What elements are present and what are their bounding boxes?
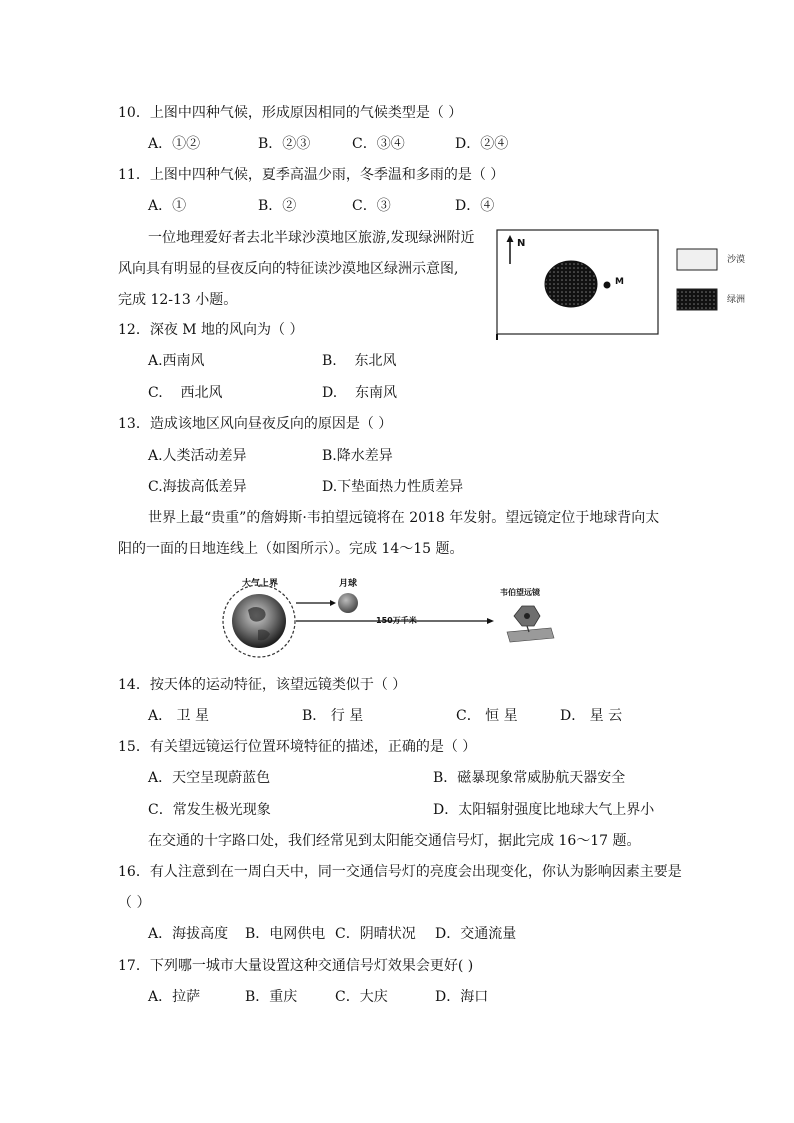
q14-stem: 14．按天体的运动特征，该望远镜类似于（ ）	[118, 677, 407, 693]
telescope-icon	[507, 606, 554, 642]
q14-option-b: B． 行 星	[302, 708, 364, 724]
q13-stem: 13．造成该地区风向昼夜反向的原因是（ ）	[118, 416, 393, 432]
q13-option-b: B.降水差异	[322, 448, 393, 464]
q10-option-c: C．③④	[352, 136, 405, 152]
q14-option-c: C． 恒 星	[456, 708, 518, 724]
q17-option-b: B．重庆	[245, 989, 298, 1005]
oasis-diagram	[492, 226, 772, 344]
q10-option-d: D．②④	[455, 136, 509, 152]
q12-option-d: D. 东南风	[322, 385, 397, 401]
q16-option-d: D．交通流量	[435, 926, 517, 942]
q11-stem: 11．上图中四种气候，夏季高温少雨，冬季温和多雨的是（ ）	[118, 167, 505, 183]
telescope-intro-line2: 阳的一面的日地连线上（如图所示）。完成 14～15 题。	[118, 541, 464, 557]
q16-option-a: A．海拔高度	[148, 926, 229, 942]
q12-option-a: A.西南风	[148, 353, 205, 369]
atmosphere-label: 大气上界	[242, 579, 279, 589]
q15-stem: 15．有关望远镜运行位置环境特征的描述，正确的是（ ）	[118, 739, 477, 755]
q13-option-c: C.海拔高低差异	[148, 479, 247, 495]
oasis-intro-line1: 一位地理爱好者去北半球沙漠地区旅游,发现绿洲附近	[148, 230, 475, 246]
point-m-marker	[604, 282, 611, 289]
q13-option-a: A.人类活动差异	[148, 448, 247, 464]
moon-icon	[338, 593, 358, 613]
q11-option-b: B．②	[258, 198, 297, 214]
oasis-area	[545, 261, 597, 307]
traffic-intro-line1: 在交通的十字路口处，我们经常见到太阳能交通信号灯，据此完成 16～17 题。	[148, 833, 641, 849]
q12-stem: 12．深夜 M 地的风向为（ ）	[118, 322, 304, 338]
moon-label: 月球	[339, 579, 358, 589]
distance-label: 150万千米	[376, 616, 417, 625]
q15-option-d: D．太阳辐射强度比地球大气上界小	[433, 802, 655, 818]
q15-option-c: C．常发生极光现象	[148, 802, 271, 818]
q16-stem-line1: 16．有人注意到在一周白天中，同一交通信号灯的亮度会出现变化，你认为影响因素主要是	[118, 864, 682, 880]
oasis-intro-line3: 完成 12-13 小题。	[118, 292, 238, 308]
q15-option-a: A．天空呈现蔚蓝色	[148, 770, 271, 786]
q12-option-b: B. 东北风	[322, 353, 397, 369]
q16-stem-line2: （ ）	[118, 895, 151, 911]
q17-stem: 17．下列哪一城市大量设置这种交通信号灯效果会更好( )	[118, 958, 474, 974]
q17-option-c: C．大庆	[335, 989, 388, 1005]
north-label: N	[517, 238, 526, 249]
q14-option-d: D． 星 云	[560, 708, 623, 724]
q15-option-b: B．磁暴现象常威胁航天器安全	[433, 770, 626, 786]
q10-option-a: A．①②	[148, 136, 201, 152]
q11-option-c: C．③	[352, 198, 391, 214]
q11-option-a: A．①	[148, 198, 187, 214]
q10-option-b: B．②③	[258, 136, 311, 152]
legend-oasis-label: 绿洲	[727, 295, 746, 305]
q13-option-d: D.下垫面热力性质差异	[322, 479, 464, 495]
q11-option-d: D．④	[455, 198, 495, 214]
q17-option-a: A．拉萨	[148, 989, 201, 1005]
q12-option-c: C. 西北风	[148, 385, 223, 401]
oasis-intro-line2: 风向具有明显的昼夜反向的特征读沙漠地区绿洲示意图,	[118, 261, 459, 277]
legend-desert-swatch	[677, 249, 717, 270]
q10-stem: 10．上图中四种气候，形成原因相同的气候类型是（ ）	[118, 105, 463, 121]
legend-desert-label: 沙漠	[727, 255, 746, 265]
telescope-label: 韦伯望远镜	[500, 588, 540, 597]
q16-option-c: C．阴晴状况	[335, 926, 416, 942]
telescope-diagram	[218, 572, 568, 668]
legend-oasis-swatch	[677, 289, 717, 310]
q14-option-a: A． 卫 星	[148, 708, 210, 724]
q16-option-b: B．电网供电	[245, 926, 326, 942]
point-m-label: M	[615, 277, 624, 287]
q17-option-d: D．海口	[435, 989, 489, 1005]
telescope-intro-line1: 世界上最“贵重”的詹姆斯·韦拍望远镜将在 2018 年发射。望远镜定位于地球背向太	[148, 510, 660, 526]
